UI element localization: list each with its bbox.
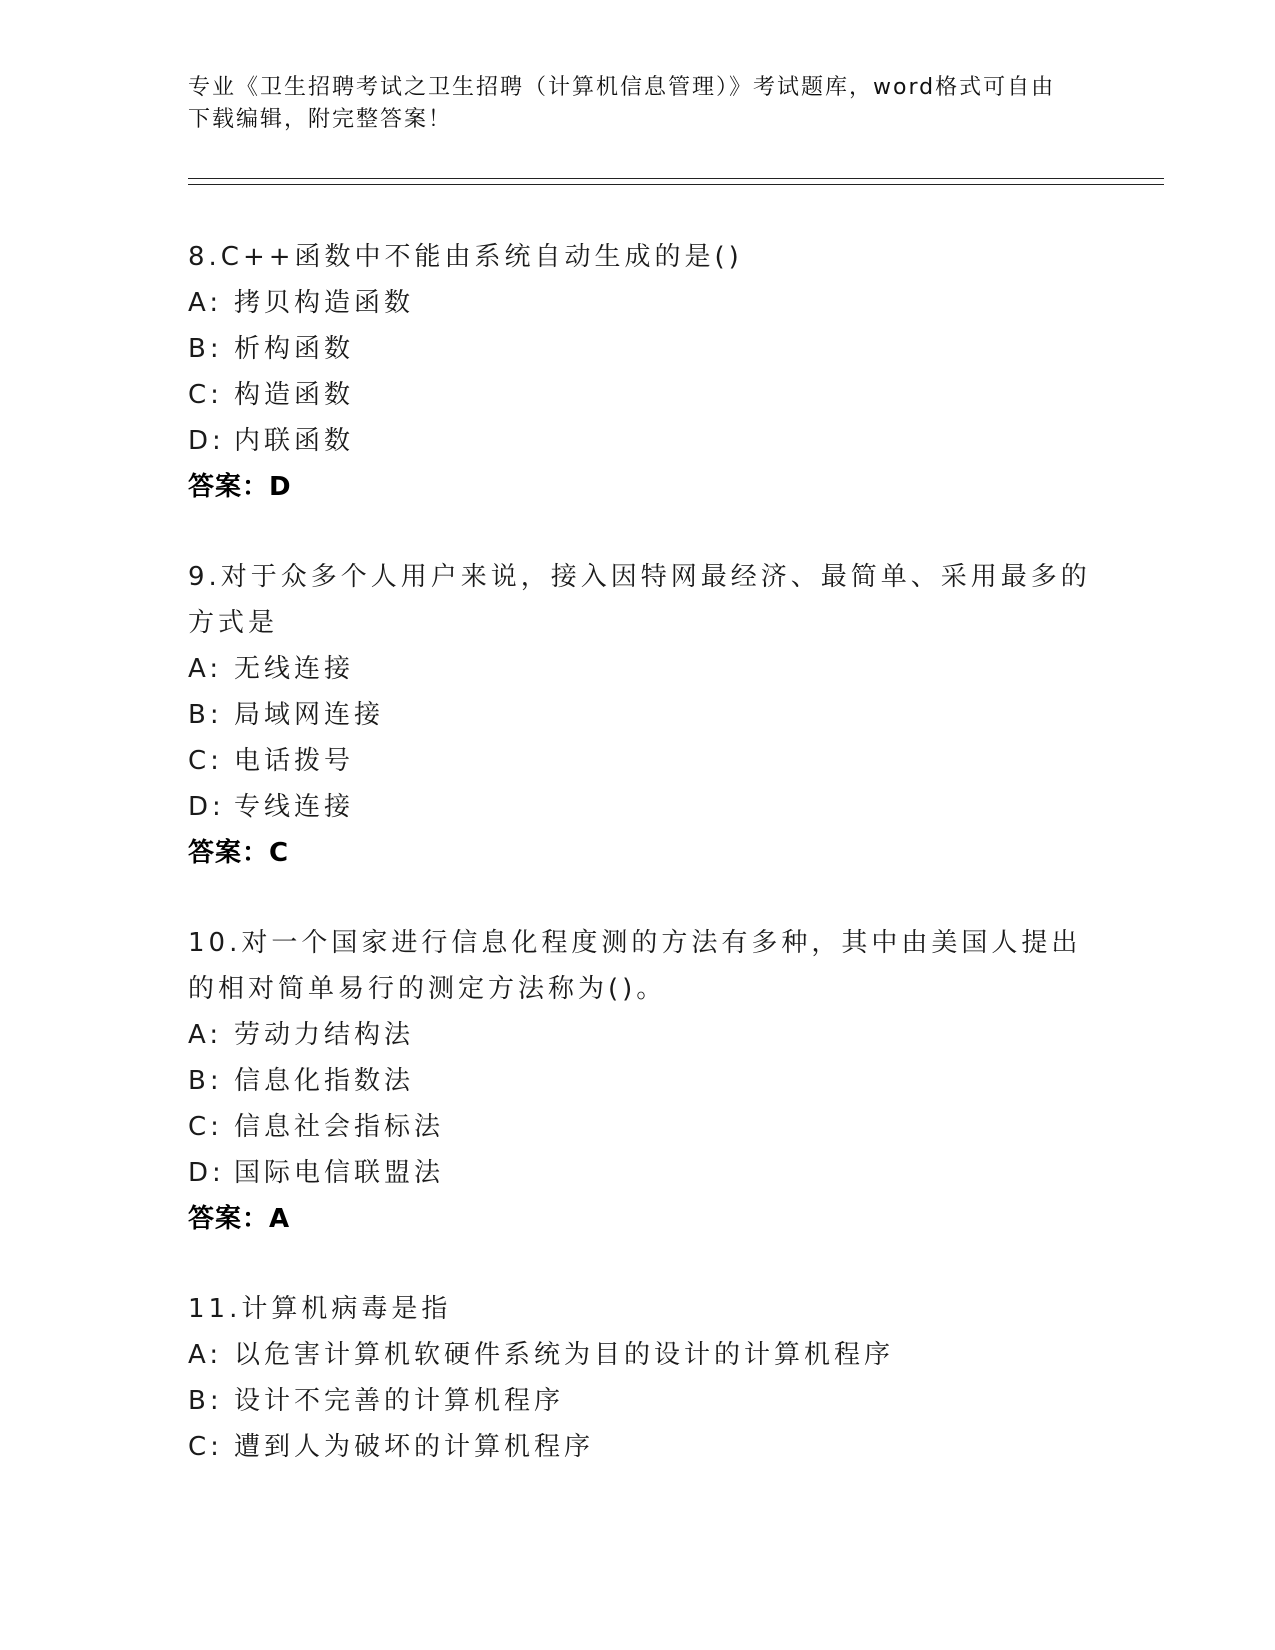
option-d [188,784,1108,830]
option-a [188,1332,1108,1378]
option-a [188,1012,1108,1058]
question-11 [188,1286,1108,1470]
option-text: 国际电信联盟法 [234,1158,445,1188]
option-b [188,326,1108,372]
option-text: 劳动力结构法 [234,1020,415,1050]
answer-line: 答案：D [188,472,292,502]
option-text: 拷贝构造函数 [234,288,415,318]
option-text: 信息化指数法 [234,1066,415,1096]
header-text: 专业《卫生招聘考试之卫生招聘（计算机信息管理）》考试题库，word格式可自由下载编辑，附完整答案！ [188,75,1056,132]
question-8 [188,234,1108,510]
option-letter: A: [188,1340,223,1370]
option-letter: D: [188,792,225,822]
option-c [188,1104,1108,1150]
question-9 [188,554,1108,876]
option-text: 构造函数 [234,380,355,410]
option-text: 电话拨号 [234,746,355,776]
option-text: 以危害计算机软硬件系统为目的设计的计算机程序 [234,1340,895,1370]
option-text: 专线连接 [234,792,355,822]
document-header [188,72,1068,136]
option-text: 析构函数 [234,334,355,364]
option-text: 内联函数 [234,426,355,456]
question-10 [188,920,1108,1242]
option-a [188,646,1108,692]
option-d [188,418,1108,464]
option-c [188,1424,1108,1470]
option-text: 局域网连接 [234,700,385,730]
option-c [188,738,1108,784]
option-b [188,1378,1108,1424]
option-letter: B: [188,1066,223,1096]
option-letter: B: [188,1386,223,1416]
option-letter: A: [188,654,223,684]
option-b [188,1058,1108,1104]
option-d [188,1150,1108,1196]
question-list [188,234,1108,1514]
option-b [188,692,1108,738]
option-letter: D: [188,1158,225,1188]
option-text: 信息社会指标法 [234,1112,445,1142]
option-c [188,372,1108,418]
option-text: 设计不完善的计算机程序 [234,1386,565,1416]
option-letter: C: [188,380,223,410]
option-letter: B: [188,334,223,364]
option-text: 无线连接 [234,654,355,684]
question-stem: 10.对一个国家进行信息化程度测的方法有多种，其中由美国人提出的相对简单易行的测定方法称为()。 [188,928,1082,1004]
answer-line: 答案：A [188,1204,291,1234]
option-letter: A: [188,1020,223,1050]
option-letter: C: [188,1432,223,1462]
option-letter: B: [188,700,223,730]
header-divider-secondary [188,184,1164,185]
option-letter: D: [188,426,225,456]
option-letter: C: [188,1112,223,1142]
option-a [188,280,1108,326]
header-divider [188,178,1164,179]
option-text: 遭到人为破坏的计算机程序 [234,1432,595,1462]
question-stem: 11.计算机病毒是指 [188,1294,452,1324]
option-letter: A: [188,288,223,318]
answer-line: 答案：C [188,838,290,868]
question-stem: 8.C++函数中不能由系统自动生成的是() [188,242,743,272]
option-letter: C: [188,746,223,776]
question-stem: 9.对于众多个人用户来说，接入因特网最经济、最简单、采用最多的方式是 [188,562,1091,638]
